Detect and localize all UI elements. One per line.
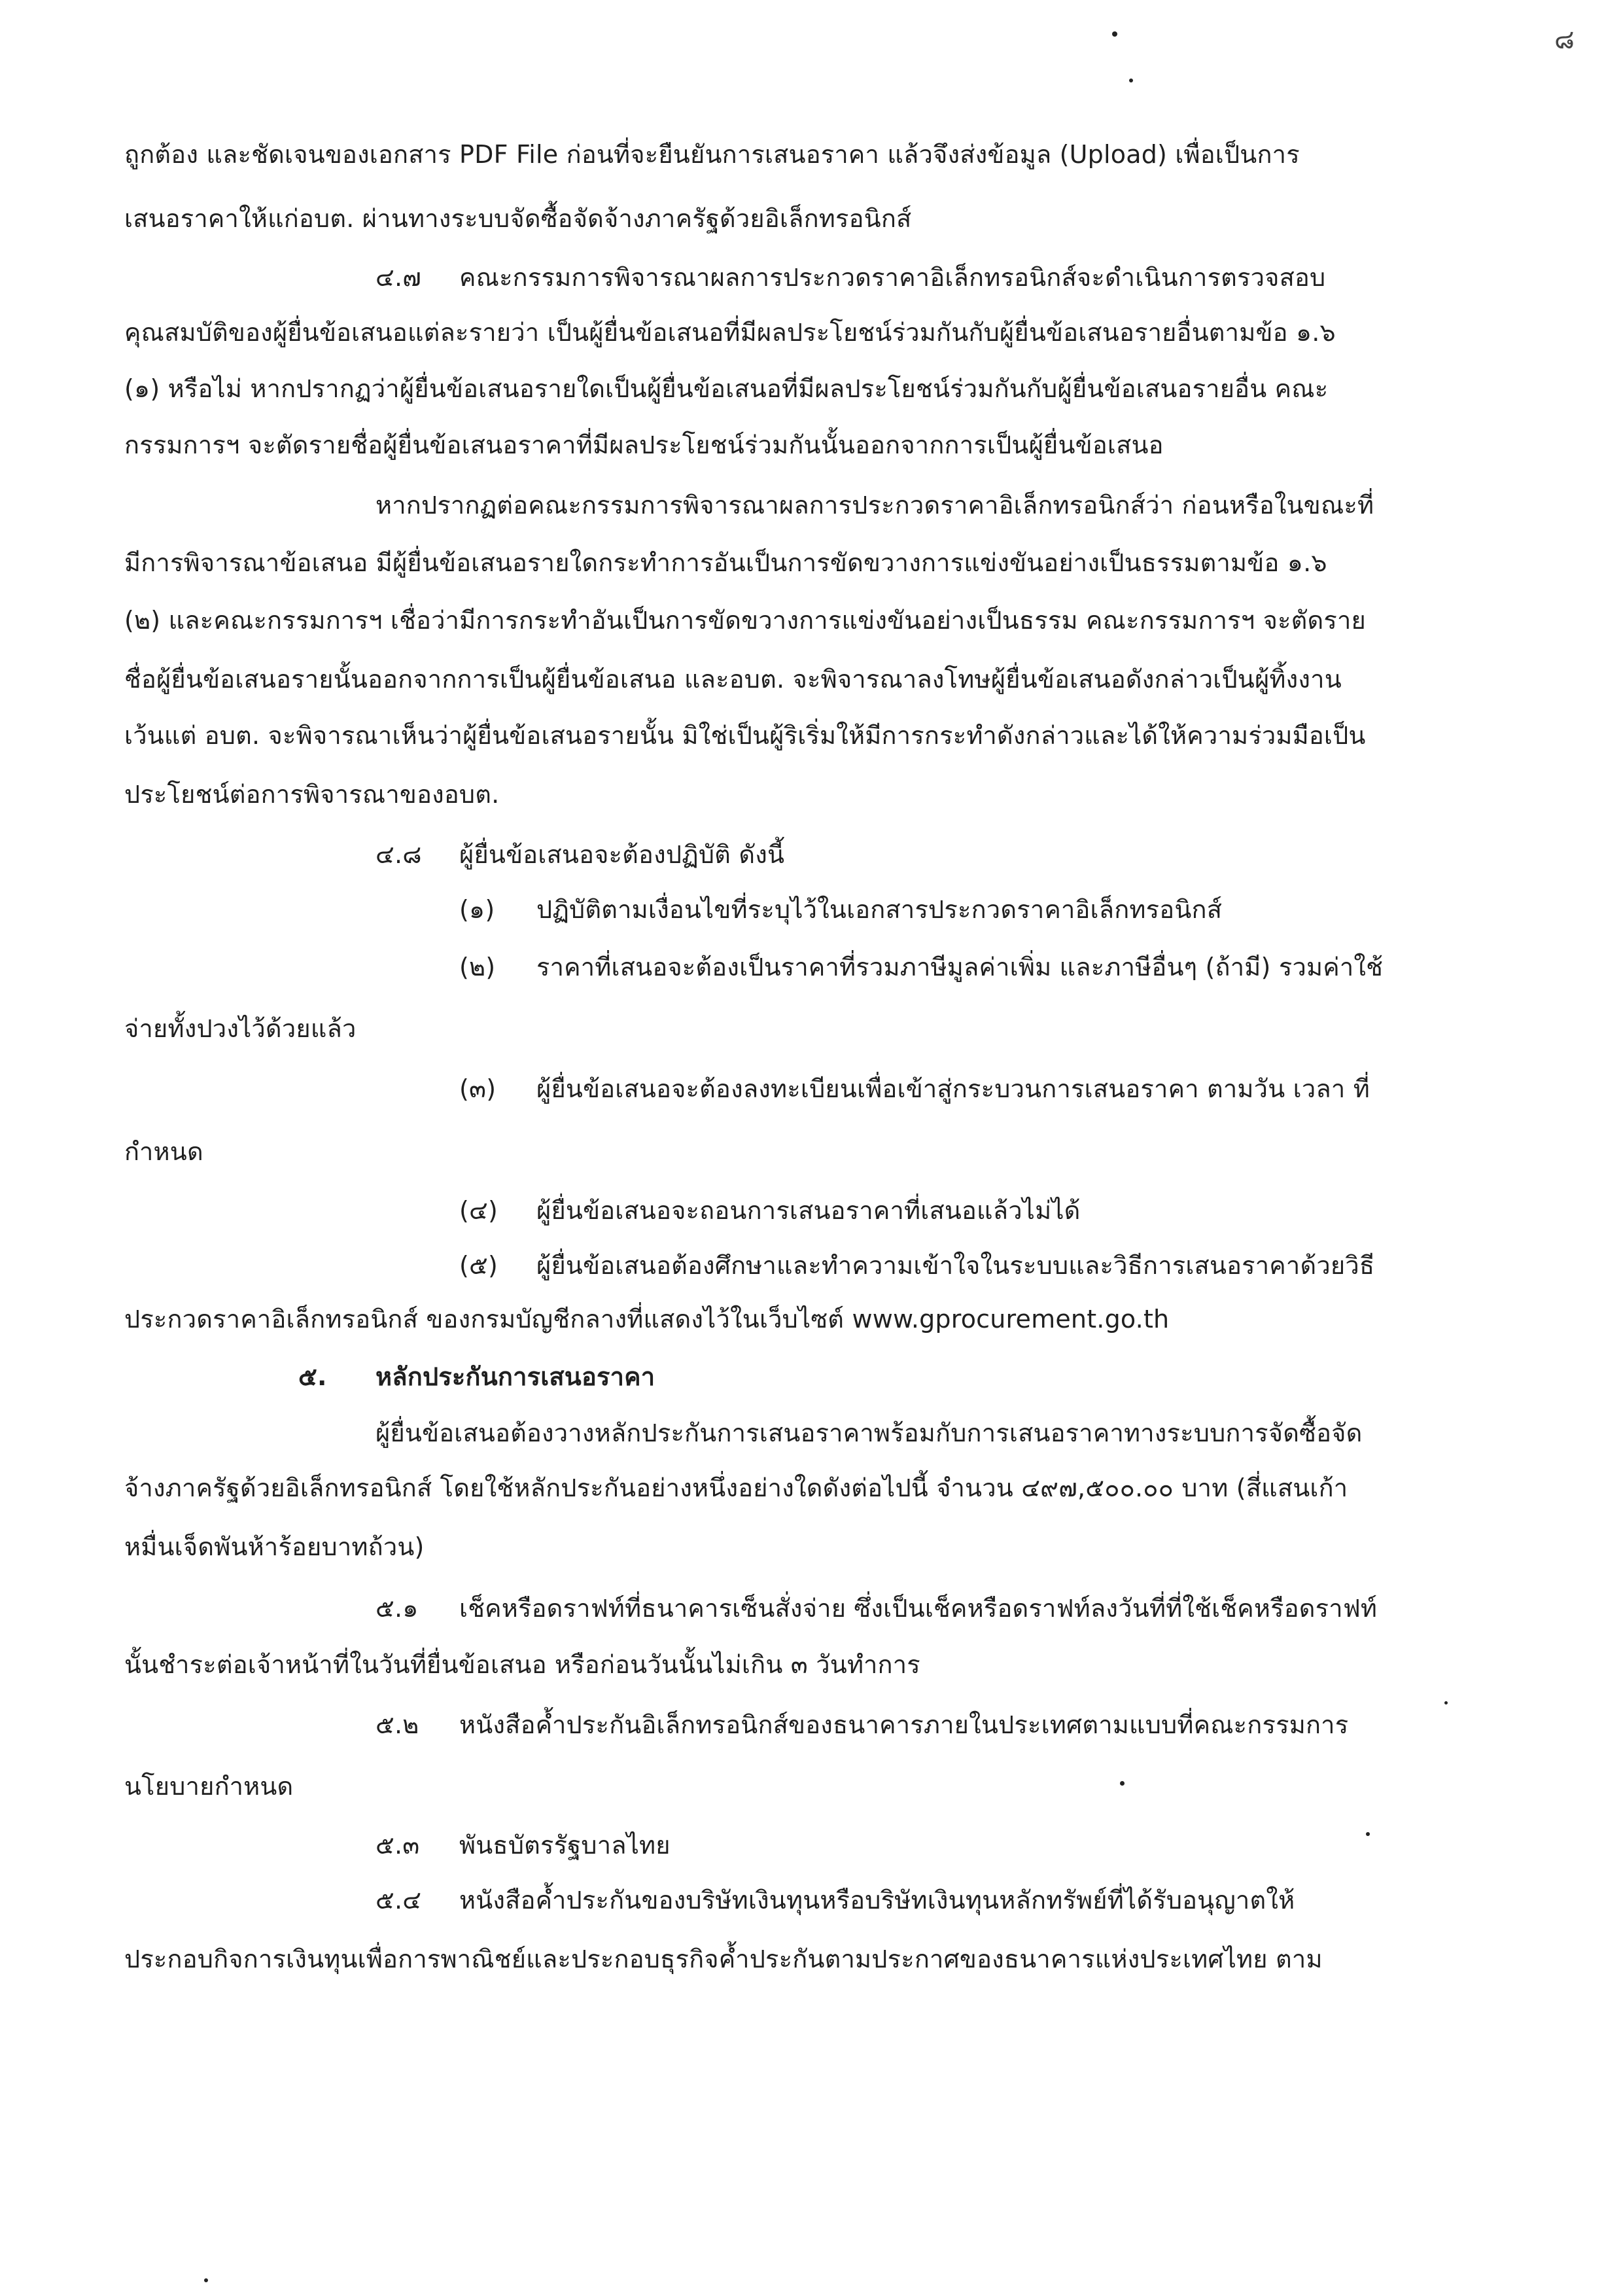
section-heading: หลักประกันการเสนอราคา [375,1362,655,1391]
text-line: ประกวดราคาอิเล็กทรอนิกส์ ของกรมบัญชีกลางที่แสดงไว้ในเว็บไซต์ www.gprocurement.go.th [124,1305,1170,1333]
text-line: มีการพิจารณาข้อเสนอ มีผู้ยื่นข้อเสนอรายใดกระทำการอันเป็นการขัดขวางการแข่งขันอย่างเป็นธรรมตามข้อ ๑.๖ [124,548,1327,577]
text-line: ผู้ยื่นข้อเสนอต้องวางหลักประกันการเสนอราคาพร้อมกับการเสนอราคาทางระบบการจัดซื้อจัด [375,1419,1363,1447]
text-line: ประโยชน์ต่อการพิจารณาของอบต. [124,780,500,809]
clause-number: ๔.๗ [375,263,422,292]
text-line: พันธบัตรรัฐบาลไทย [459,1831,671,1860]
text-line: ถูกต้อง และชัดเจนของเอกสาร PDF File ก่อนที่จะยืนยันการเสนอราคา แล้วจึงส่งข้อมูล (Upload) เพื่อเป็นการ [124,140,1300,169]
text-line: หนังสือค้ำประกันของบริษัทเงินทุนหรือบริษัทเงินทุนหลักทรัพย์ที่ได้รับอนุญาตให้ [459,1886,1295,1915]
scan-speck [204,2278,208,2282]
item-number: (๕) [459,1251,498,1280]
text-line: ผู้ยื่นข้อเสนอจะถอนการเสนอราคาที่เสนอแล้วไม่ได้ [536,1196,1081,1225]
text-line: ชื่อผู้ยื่นข้อเสนอรายนั้นออกจากการเป็นผู้ยื่นข้อเสนอ และอบต. จะพิจารณาลงโทษผู้ยื่นข้อเสนอดังกล่าวเป็นผู้ทิ้งงาน [124,665,1342,694]
item-number: (๒) [459,953,496,981]
text-line: นั้นชำระต่อเจ้าหน้าที่ในวันที่ยื่นข้อเสนอ หรือก่อนวันนั้นไม่เกิน ๓ วันทำการ [124,1650,920,1679]
text-line: หมื่นเจ็ดพันห้าร้อยบาทถ้วน) [124,1532,425,1561]
scan-speck [1444,1701,1448,1704]
text-line: ผู้ยื่นข้อเสนอจะต้องปฏิบัติ ดังนี้ [459,840,785,869]
clause-number: ๔.๘ [375,840,422,869]
clause-number: ๕.๔ [375,1886,422,1915]
text-line: ผู้ยื่นข้อเสนอจะต้องลงทะเบียนเพื่อเข้าสู่กระบวนการเสนอราคา ตามวัน เวลา ที่ [536,1074,1370,1103]
text-line: หนังสือค้ำประกันอิเล็กทรอนิกส์ของธนาคารภายในประเทศตามแบบที่คณะกรรมการ [459,1710,1349,1739]
scan-speck [1129,79,1133,82]
item-number: (๓) [459,1074,497,1103]
clause-number: ๕.๒ [375,1710,419,1739]
text-line: หากปรากฏต่อคณะกรรมการพิจารณาผลการประกวดราคาอิเล็กทรอนิกส์ว่า ก่อนหรือในขณะที่ [375,491,1374,520]
section-number: ๕. [298,1362,327,1391]
text-line: ราคาที่เสนอจะต้องเป็นราคาที่รวมภาษีมูลค่าเพิ่ม และภาษีอื่นๆ (ถ้ามี) รวมค่าใช้ [536,953,1384,981]
text-line: นโยบายกำหนด [124,1772,294,1801]
clause-number: ๕.๓ [375,1831,420,1860]
text-line: ผู้ยื่นข้อเสนอต้องศึกษาและทำความเข้าใจในระบบและวิธีการเสนอราคาด้วยวิธี [536,1251,1375,1280]
text-line: คุณสมบัติของผู้ยื่นข้อเสนอแต่ละรายว่า เป็นผู้ยื่นข้อเสนอที่มีผลประโยชน์ร่วมกันกับผู้ยื่นข้อเสนอรายอื่นตามข้อ ๑.๖ [124,318,1336,347]
text-line: (๒) และคณะกรรมการฯ เชื่อว่ามีการกระทำอันเป็นการขัดขวางการแข่งขันอย่างเป็นธรรม คณะกรรมการฯ จะตัดราย [124,606,1367,635]
text-line: ประกอบกิจการเงินทุนเพื่อการพาณิชย์และประกอบธุรกิจค้ำประกันตามประกาศของธนาคารแห่งประเทศไทย ตาม [124,1945,1323,1973]
text-line: กำหนด [124,1137,203,1166]
page-number: ๘ [1554,25,1575,55]
text-line: คณะกรรมการพิจารณาผลการประกวดราคาอิเล็กทรอนิกส์จะดำเนินการตรวจสอบ [459,263,1326,292]
text-line: เช็คหรือดราฟท์ที่ธนาคารเซ็นสั่งจ่าย ซึ่งเป็นเช็คหรือดราฟท์ลงวันที่ที่ใช้เช็คหรือดราฟท์ [459,1594,1378,1623]
item-number: (๑) [459,895,495,924]
text-line: (๑) หรือไม่ หากปรากฏว่าผู้ยื่นข้อเสนอรายใดเป็นผู้ยื่นข้อเสนอที่มีผลประโยชน์ร่วมกันกับผู้ยื่นข้อเสนอรายอื่น คณะ [124,374,1329,403]
scan-speck [1366,1832,1370,1836]
clause-number: ๕.๑ [375,1594,419,1623]
text-line: จ้างภาครัฐด้วยอิเล็กทรอนิกส์ โดยใช้หลักประกันอย่างหนึ่งอย่างใดดังต่อไปนี้ จำนวน ๔๙๗,๕๐๐.๐๐ บาท (สี่แสนเก้า [124,1474,1348,1502]
text-line: กรรมการฯ จะตัดรายชื่อผู้ยื่นข้อเสนอราคาที่มีผลประโยชน์ร่วมกันนั้นออกจากการเป็นผู้ยื่นข้อเสนอ [124,431,1164,459]
scan-speck [1120,1781,1125,1786]
item-number: (๔) [459,1196,498,1225]
text-line: เสนอราคาให้แก่อบต. ผ่านทางระบบจัดซื้อจัดจ้างภาครัฐด้วยอิเล็กทรอนิกส์ [124,204,912,233]
text-line: ปฏิบัติตามเงื่อนไขที่ระบุไว้ในเอกสารประกวดราคาอิเล็กทรอนิกส์ [536,895,1223,924]
text-line: จ่ายทั้งปวงไว้ด้วยแล้ว [124,1014,357,1043]
text-line: เว้นแต่ อบต. จะพิจารณาเห็นว่าผู้ยื่นข้อเสนอรายนั้น มิใช่เป็นผู้ริเริ่มให้มีการกระทำดังกล่าวและได้ให้ความร่วมมือเป็น [124,721,1366,750]
scan-speck [1112,31,1117,37]
